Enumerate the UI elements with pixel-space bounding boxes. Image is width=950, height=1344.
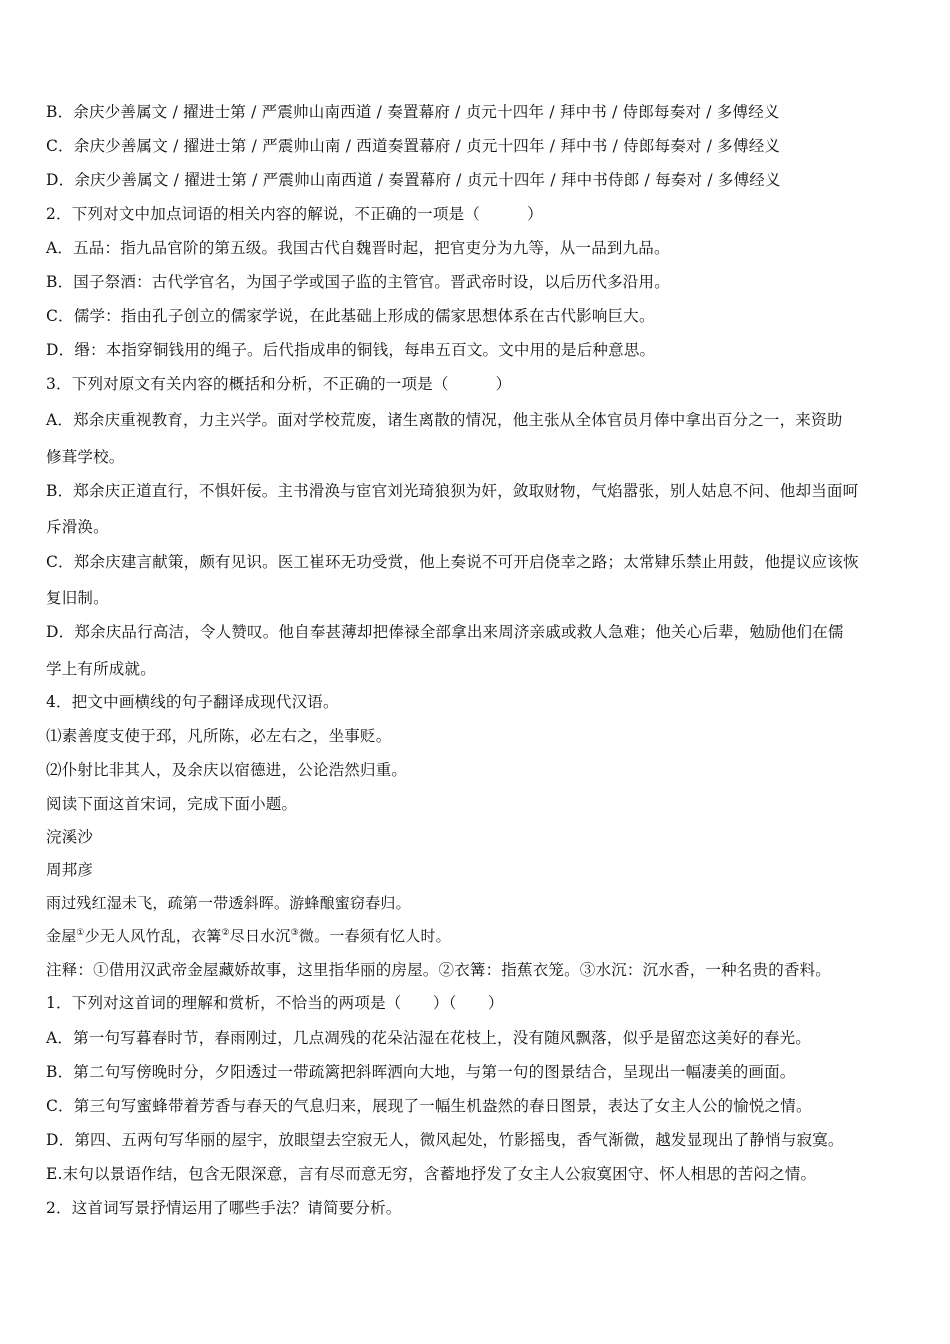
q2-option-c: C．儒学：指由孔子创立的儒家学说，在此基础上形成的儒家思想体系在古代影响巨大。 bbox=[46, 307, 655, 325]
poem-author: 周邦彦 bbox=[46, 861, 94, 879]
poem-q1-option-d: D．第四、五两句写华丽的屋宇，放眼望去空寂无人，微风起处，竹影摇曳，香气渐微，越发显现出了静悄与寂寞。 bbox=[46, 1131, 844, 1149]
q3-option-b-line1: B．郑余庆正道直行，不惧奸佞。主书滑涣与宦官刘光琦狼狈为奸，敛取财物，气焰嚣张，别人姑息不问、他却当面呵 bbox=[46, 482, 859, 500]
poem-line-2-part-c: 尽日水沉 bbox=[229, 927, 291, 945]
q3-option-d-line2: 学上有所成就。 bbox=[46, 660, 156, 678]
q3-option-a-line2: 修葺学校。 bbox=[46, 448, 125, 466]
q3-option-c-line1: C．郑余庆建言献策，颇有见识。医工崔环无功受赏，他上奏说不可开启侥幸之路；太常肄乐禁止用鼓，他提议应该恢 bbox=[46, 553, 859, 571]
q4-stem: 4．把文中画横线的句子翻译成现代汉语。 bbox=[46, 693, 339, 711]
q3-option-a-line1: A．郑余庆重视教育，力主兴学。面对学校荒废，诸生离散的情况，他主张从全体官员月俸中拿出百分之一，来资助 bbox=[46, 411, 843, 429]
poem-note: 注释：①借用汉武帝金屋藏娇故事，这里指华丽的房屋。②衣篝：指蕉衣笼。③水沉：沉水香，一种名贵的香料。 bbox=[46, 961, 832, 979]
poem-q1-stem: 1．下列对这首词的理解和赏析，不恰当的两项是（ ）（ ） bbox=[46, 994, 504, 1012]
poem-q1-option-c: C．第三句写蜜蜂带着芳香与春天的气息归来，展现了一幅生机盎然的春日图景，表达了女主人公的愉悦之情。 bbox=[46, 1097, 812, 1115]
q1-option-d: D．余庆少善属文 / 擢进士第 / 严震帅山南西道 / 奏置幕府 / 贞元十四年 / 拜中书侍郎 / 每奏对 / 多傅经义 bbox=[46, 171, 781, 189]
poem-intro: 阅读下面这首宋词，完成下面小题。 bbox=[46, 795, 298, 813]
poem-q1-option-e: E.末句以景语作结，包含无限深意，言有尽而意无穷，含蓄地抒发了女主人公寂寞困守、怀人相思的苦闷之情。 bbox=[46, 1165, 817, 1183]
q3-stem: 3．下列对原文有关内容的概括和分析，不正确的一项是（ ） bbox=[46, 375, 512, 393]
q2-stem: 2．下列对文中加点词语的相关内容的解说，不正确的一项是（ ） bbox=[46, 205, 543, 223]
poem-q1-option-a: A．第一句写暮春时节，春雨刚过，几点凋残的花朵沾湿在花枝上，没有随风飘落，似乎是留恋这美好的春光。 bbox=[46, 1029, 811, 1047]
footnote-marker-3: ③ bbox=[290, 928, 299, 938]
poem-line-2-part-b: 少无人风竹乱，衣篝 bbox=[84, 927, 222, 945]
poem-q1-option-b: B．第二句写傍晚时分，夕阳透过一带疏篱把斜晖洒向大地，与第一句的图景结合，呈现出一幅凄美的画面。 bbox=[46, 1063, 796, 1081]
q2-option-d: D．缗：本指穿铜钱用的绳子。后代指成串的铜钱，每串五百文。文中用的是后种意思。 bbox=[46, 341, 656, 359]
q1-option-b: B．余庆少善属文 / 擢进士第 / 严震帅山南西道 / 奏置幕府 / 贞元十四年 / 拜中书 / 侍郎每奏对 / 多傅经义 bbox=[46, 103, 780, 121]
q3-option-b-line2: 斥滑涣。 bbox=[46, 518, 109, 536]
poem-q2-stem: 2．这首词写景抒情运用了哪些手法？请简要分析。 bbox=[46, 1199, 402, 1217]
poem-line-1: 雨过残红湿未飞，疏第一带透斜晖。游蜂酿蜜窃春归。 bbox=[46, 894, 411, 912]
q2-option-b: B．国子祭酒：古代学官名，为国子学或国子监的主管官。晋武帝时设，以后历代多沿用。 bbox=[46, 273, 670, 291]
q4-item-1: ⑴素善度支使于邳，凡所陈，必左右之，坐事贬。 bbox=[46, 727, 392, 745]
q3-option-c-line2: 复旧制。 bbox=[46, 589, 109, 607]
q2-option-a: A．五品：指九品官阶的第五级。我国古代自魏晋时起，把官吏分为九等，从一品到九品。 bbox=[46, 239, 670, 257]
poem-title: 浣溪沙 bbox=[46, 828, 94, 846]
poem-line-2 bbox=[46, 926, 906, 946]
poem-line-2-part-a: 金屋 bbox=[46, 927, 77, 945]
q1-option-c: C．余庆少善属文 / 擢进士第 / 严震帅山南 / 西道奏置幕府 / 贞元十四年 / 拜中书 / 侍郎每奏对 / 多傅经义 bbox=[46, 137, 781, 155]
footnote-marker-1: ① bbox=[76, 928, 85, 938]
poem-line-2-part-d: 微。一春须有忆人时。 bbox=[298, 927, 451, 945]
q3-option-d-line1: D．郑余庆品行高洁，令人赞叹。他自奉甚薄却把俸禄全部拿出来周济亲戚或救人急难；他关心后辈，勉励他们在儒 bbox=[46, 623, 844, 641]
footnote-marker-2: ② bbox=[221, 928, 230, 938]
q4-item-2: ⑵仆射比非其人，及余庆以宿德进，公论浩然归重。 bbox=[46, 761, 408, 779]
